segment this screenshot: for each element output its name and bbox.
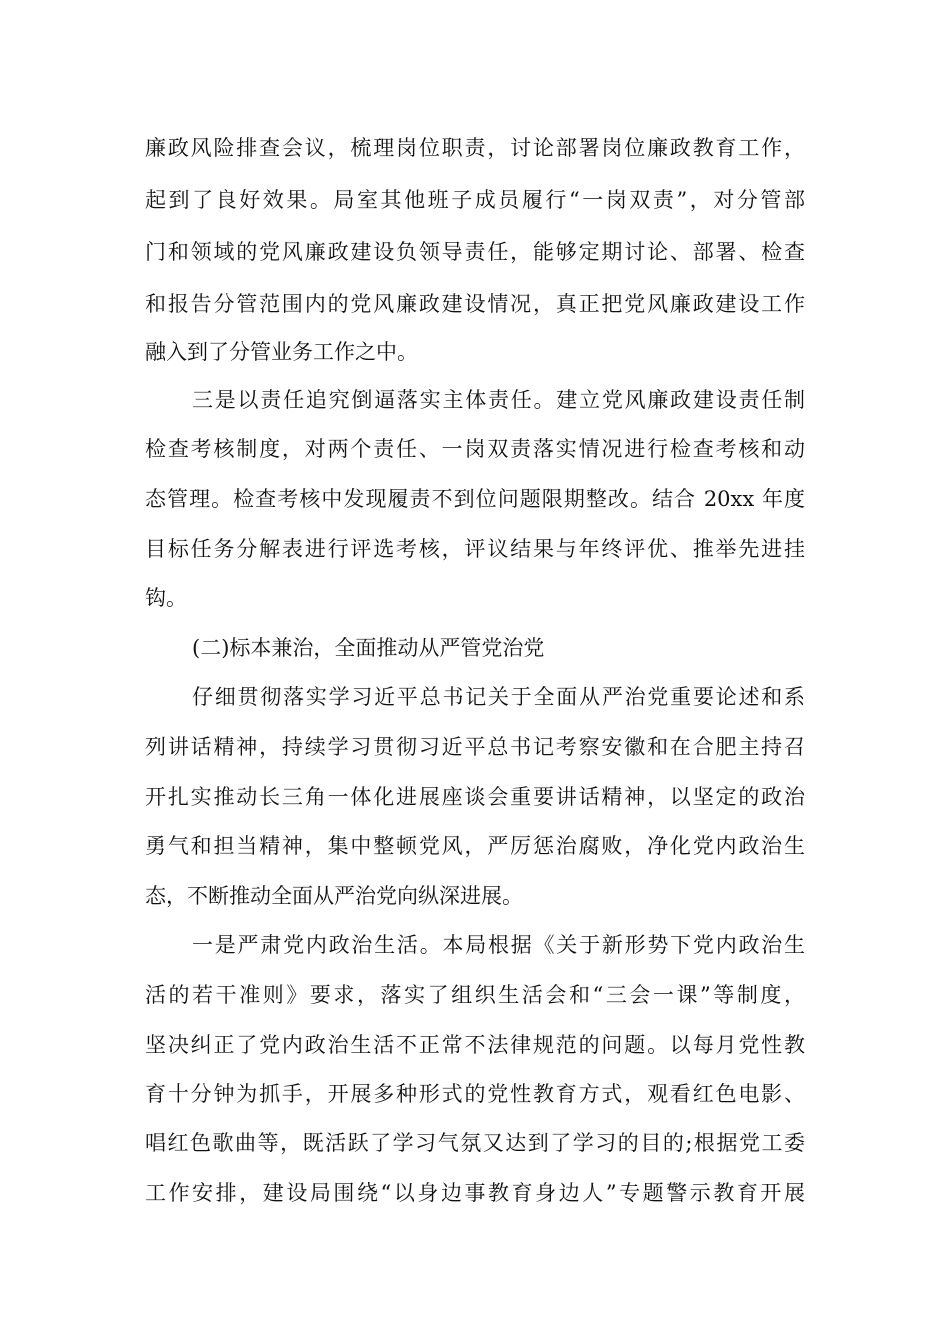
paragraph-first-line: 一是严肃党内政治生活。本局根据《关于新形势下党内政治生 (192, 933, 805, 957)
text-line: 勇气和担当精神，集中整顿党风，严厉惩治腐败，净化党内政治生 (145, 834, 805, 858)
text-line: 坚决纠正了党内政治生活不正常不法律规范的问题。以每月党性教 (145, 1033, 805, 1057)
text-line: 检查考核制度，对两个责任、一岗双责落实情况进行检查考核和动 (145, 437, 805, 461)
text-line: 工作安排，建设局围绕“以身边事教育身边人”专题警示教育开展 (145, 1181, 805, 1205)
paragraph-first-line: 三是以责任追究倒逼落实主体责任。建立党风廉政建设责任制 (192, 388, 805, 412)
text-line: 态，不断推动全面从严治党向纵深进展。 (145, 884, 523, 908)
text-line: 和报告分管范围内的党风廉政建设情况，真正把党风廉政建设工作 (145, 292, 805, 316)
text-line: 开扎实推动长三角一体化进展座谈会重要讲话精神，以坚定的政治 (145, 785, 805, 809)
text-line: 唱红色歌曲等，既活跃了学习气氛又达到了学习的目的;根据党工委 (145, 1131, 805, 1155)
text-line: 育十分钟为抓手，开展多种形式的党性教育方式，观看红色电影、 (145, 1082, 805, 1106)
text-line: 廉政风险排查会议，梳理岗位职责，讨论部署岗位廉政教育工作， (145, 136, 805, 160)
text-line: 融入到了分管业务工作之中。 (145, 340, 418, 364)
text-line: 起到了良好效果。局室其他班子成员履行“一岗双责”，对分管部 (145, 188, 805, 212)
paragraph-first-line: 仔细贯彻落实学习近平总书记关于全面从严治党重要论述和系 (192, 685, 805, 709)
text-line: 列讲话精神，持续学习贯彻习近平总书记考察安徽和在合肥主持召 (145, 735, 805, 759)
text-line: 目标任务分解表进行评选考核，评议结果与年终评优、推举先进挂 (145, 537, 805, 561)
text-line: 钩。 (145, 586, 187, 610)
text-line: 门和领域的党风廉政建设负领导责任，能够定期讨论、部署、检查 (145, 240, 805, 264)
text-line: 活的若干准则》要求，落实了组织生活会和“三会一课”等制度， (145, 983, 805, 1007)
section-heading: (二)标本兼治，全面推动从严管党治党 (192, 636, 545, 660)
text-line: 态管理。检查考核中发现履责不到位问题限期整改。结合 20xx 年度 (145, 487, 805, 511)
